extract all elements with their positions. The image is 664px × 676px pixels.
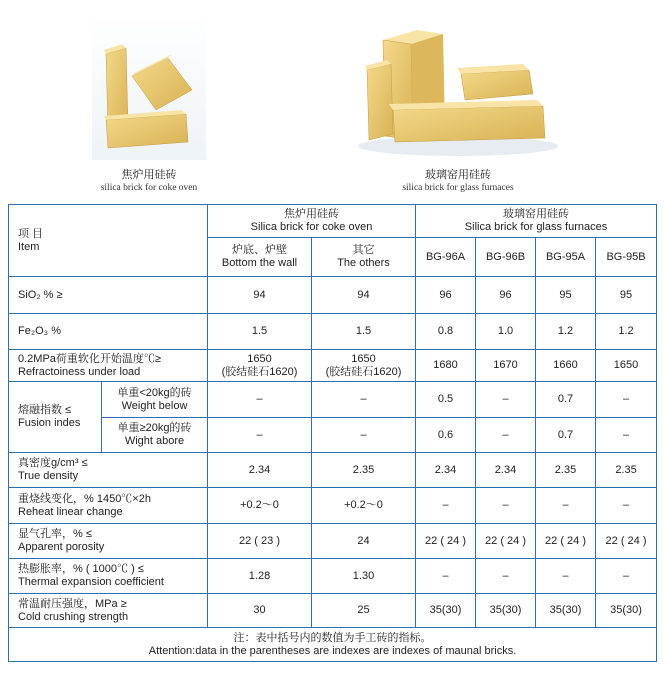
table-cell: 1.28 xyxy=(208,559,312,594)
table-cell: 0.5 xyxy=(416,382,476,418)
item-header-zh: 项 目 xyxy=(18,227,44,240)
table-cell: 30 xyxy=(208,594,312,628)
fusion-sub-en: Weight below xyxy=(121,399,188,412)
fusion-sub-zh: 单重≥20kg的砖 xyxy=(117,422,192,434)
table-cell: – xyxy=(596,488,657,524)
table-cell: 94 xyxy=(312,277,416,314)
table-cell: 35(30) xyxy=(596,594,657,628)
table-row xyxy=(9,524,657,559)
row-label xyxy=(9,453,208,488)
table-cell: 1.0 xyxy=(476,314,536,350)
table-cell: 1650 (胶结硅石1620) xyxy=(312,350,416,382)
table-cell: 95 xyxy=(536,277,596,314)
caption-zh: 焦炉用硅砖 xyxy=(121,168,177,181)
table-cell: 95 xyxy=(596,277,657,314)
grade-header: BG-95B xyxy=(596,238,657,277)
coke-oven-header xyxy=(208,205,416,238)
row-label-en: True density xyxy=(18,470,79,482)
table-cell: 1650 (胶结硅石1620) xyxy=(208,350,312,382)
row-label-zh: 重烧线变化，% 1450℃×2h xyxy=(18,492,151,505)
caption-en: silica brick for glass furnaces xyxy=(402,183,514,193)
table-cell: – xyxy=(208,418,312,453)
table-cell: 22 ( 24 ) xyxy=(536,524,596,559)
table-cell: 22 ( 24 ) xyxy=(596,524,657,559)
grade-header: BG-96B xyxy=(476,238,536,277)
row-label-en: Cold crushing strength xyxy=(18,610,129,623)
table-row xyxy=(9,594,657,628)
grade-header: BG-96A xyxy=(416,238,476,277)
fusion-label-zh: 熔融指数 ≤ xyxy=(18,404,72,416)
table-cell: – xyxy=(476,382,536,418)
table-cell: 0.7 xyxy=(536,382,596,418)
coke-oven-caption xyxy=(92,168,206,194)
table-note xyxy=(9,628,657,662)
bottom-wall-zh: 炉底、炉壁 xyxy=(232,244,287,256)
table-row xyxy=(9,453,657,488)
caption-en: silica brick for coke oven xyxy=(100,183,198,193)
table-cell: 25 xyxy=(312,594,416,628)
row-label xyxy=(9,314,208,350)
table-cell: +0.2～0 xyxy=(208,488,312,524)
table-cell: 24 xyxy=(312,524,416,559)
table-cell: – xyxy=(536,559,596,594)
row-label xyxy=(9,488,208,524)
table-cell: 22 ( 23 ) xyxy=(208,524,312,559)
grade-header: BG-95A xyxy=(536,238,596,277)
table-cell: 1.5 xyxy=(312,314,416,350)
row-label-zh: 显气孔率，% ≤ xyxy=(18,528,92,540)
table-cell: 96 xyxy=(416,277,476,314)
table-cell: – xyxy=(476,418,536,453)
row-label-en: Reheat linear change xyxy=(18,505,123,518)
table-cell: 1.30 xyxy=(312,559,416,594)
glass-furnace-header xyxy=(416,205,657,238)
others-zh: 其它 xyxy=(352,244,375,256)
row-label-zh: 热膨胀率，% ( 1000℃ ) ≤ xyxy=(18,563,144,575)
table-row xyxy=(9,418,657,453)
others-en: The others xyxy=(337,257,390,269)
glass-furnace-caption xyxy=(353,168,563,194)
item-header xyxy=(9,205,208,277)
table-cell: 35(30) xyxy=(416,594,476,628)
table-cell: 1660 xyxy=(536,350,596,382)
table-cell: – xyxy=(416,488,476,524)
note-row xyxy=(9,628,657,662)
fusion-label xyxy=(9,382,102,453)
glass-furnace-header-zh: 玻璃窑用硅砖 xyxy=(503,208,570,220)
row-label-zh: 真密度g/cm³ ≤ xyxy=(18,457,88,469)
table-row xyxy=(9,350,657,382)
table-row xyxy=(9,314,657,350)
bottom-wall-en: Bottom the wall xyxy=(221,257,298,269)
table-cell: 0.8 xyxy=(416,314,476,350)
table-cell: 0.7 xyxy=(536,418,596,453)
table-cell: 96 xyxy=(476,277,536,314)
table-cell: 1.5 xyxy=(208,314,312,350)
row-label-zh: Fe₂O₃ % xyxy=(18,325,61,337)
coke-oven-header-en: Silica brick for coke oven xyxy=(250,221,373,233)
table-cell: 2.35 xyxy=(312,453,416,488)
table-cell: 2.34 xyxy=(416,453,476,488)
table-cell: – xyxy=(476,559,536,594)
table-cell: – xyxy=(416,559,476,594)
note-zh: 注：表中括号内的数值为手工砖的指标。 xyxy=(233,631,432,644)
table-row xyxy=(9,382,657,418)
table-row xyxy=(9,559,657,594)
row-label-en: Apparent porosity xyxy=(18,541,105,553)
row-label xyxy=(9,524,208,559)
row-label xyxy=(9,350,208,382)
table-cell: – xyxy=(596,382,657,418)
table-cell: – xyxy=(536,488,596,524)
table-cell: 22 ( 24 ) xyxy=(416,524,476,559)
fusion-subrow-label xyxy=(102,418,208,453)
fusion-label-en: Fusion indes xyxy=(18,417,81,429)
row-label xyxy=(9,594,208,628)
table-cell: +0.2～0 xyxy=(312,488,416,524)
table-cell: 1650 xyxy=(596,350,657,382)
spec-table xyxy=(8,204,657,662)
table-cell: 2.34 xyxy=(208,453,312,488)
caption-zh: 玻璃窑用硅砖 xyxy=(425,168,491,181)
row-label-zh: 常温耐压强度，MPa ≥ xyxy=(18,597,127,610)
table-cell: 35(30) xyxy=(476,594,536,628)
table-cell: – xyxy=(596,559,657,594)
row-label xyxy=(9,559,208,594)
others-header xyxy=(312,238,416,277)
note-en: Attention:data in the parentheses are indexes are indexes of maunal bricks. xyxy=(148,644,517,657)
table-row xyxy=(9,488,657,524)
table-cell: 1680 xyxy=(416,350,476,382)
fusion-sub-zh: 单重<20kg的砖 xyxy=(117,386,192,399)
glass-furnace-brick-photo xyxy=(353,14,563,160)
row-label-en: Refractoiness under load xyxy=(18,365,141,378)
item-header-en: Item xyxy=(18,240,40,253)
table-cell: – xyxy=(476,488,536,524)
table-cell: – xyxy=(596,418,657,453)
table-cell: 2.35 xyxy=(536,453,596,488)
bottom-wall-header xyxy=(208,238,312,277)
table-cell: 22 ( 24 ) xyxy=(476,524,536,559)
row-label xyxy=(9,277,208,314)
table-cell: – xyxy=(208,382,312,418)
table-cell: 0.6 xyxy=(416,418,476,453)
coke-oven-header-zh: 焦炉用硅砖 xyxy=(284,208,339,220)
row-label-en: Thermal expansion coefficient xyxy=(18,576,164,588)
table-cell: 1670 xyxy=(476,350,536,382)
table-cell: 2.34 xyxy=(476,453,536,488)
table-cell: 1.2 xyxy=(536,314,596,350)
fusion-subrow-label xyxy=(102,382,208,418)
table-cell: – xyxy=(312,418,416,453)
row-label-zh: SiO₂ % ≥ xyxy=(18,288,63,301)
coke-oven-brick-photo xyxy=(92,14,206,160)
table-cell: 1.2 xyxy=(596,314,657,350)
table-cell: 35(30) xyxy=(536,594,596,628)
table-cell: 94 xyxy=(208,277,312,314)
table-cell: – xyxy=(312,382,416,418)
fusion-sub-en: Wight abore xyxy=(124,435,185,447)
table-cell: 2.35 xyxy=(596,453,657,488)
row-label-zh: 0.2MPa荷重软化开始温度℃≥ xyxy=(18,352,161,365)
table-row xyxy=(9,277,657,314)
glass-furnace-header-en: Silica brick for glass furnaces xyxy=(464,221,608,233)
